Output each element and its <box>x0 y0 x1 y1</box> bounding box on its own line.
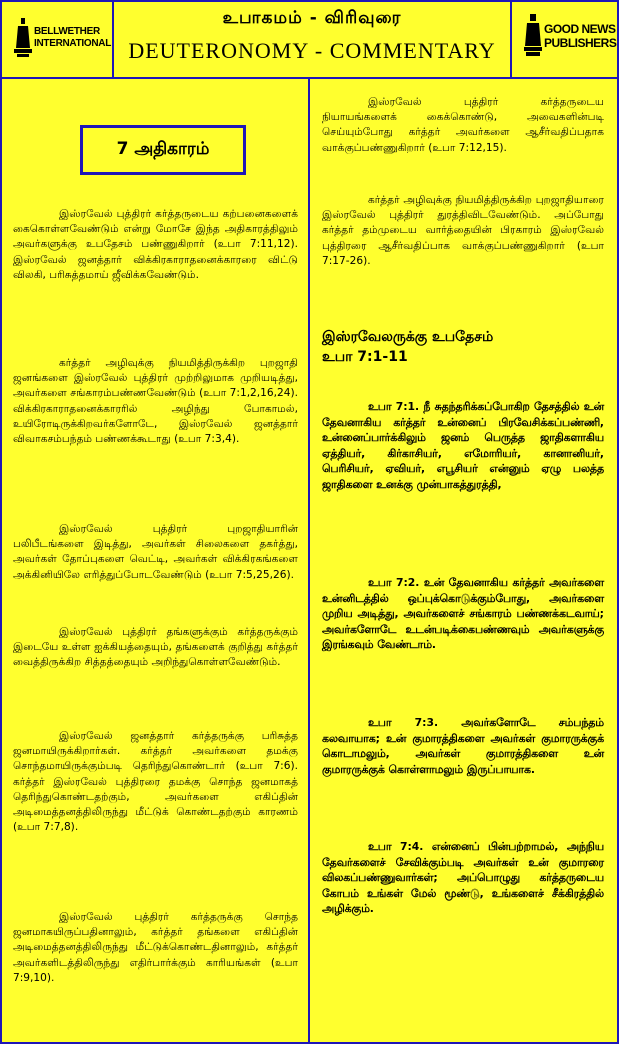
verse-7-3: உபா 7:3. அவர்களோடே சம்பந்தம் கலவாயாக; உன் குமாரத்திகளை அவர்கள் குமாரருக்குக் கொடாமலும், அவர்கள் குமாரத்திகளை உன் குமாரருக்குக் கொள்ளாமலும் இருப்பாயாக. <box>322 716 604 776</box>
english-title: DEUTERONOMY - COMMENTARY <box>128 38 496 63</box>
title-panel <box>114 2 510 77</box>
good-news-line1: GOOD NEWS <box>544 22 616 36</box>
good-news-logo-panel <box>512 2 617 77</box>
section-title-line1: இஸ்ரவேலருக்கு உபதேசம் <box>322 329 494 345</box>
left-paragraph-3: இஸ்ரவேல் புத்திரர் புறஜாதியாரின் பலிபீடங்களை இடித்து, அவர்கள் சிலைகளை தகர்த்து, அவர்கள் தோப்புகளை வெட்டி, அவர்கள் விக்கிரகங்களை அக்கினியிலே எரித்துப்போடவேண்டும் (உபா 7:5,25,26). <box>13 523 298 581</box>
good-news-publishers-logo-icon <box>524 14 542 58</box>
good-news-line2: PUBLISHERS <box>544 36 617 50</box>
bellwether-logo-panel <box>2 2 112 77</box>
right-paragraph-2: கர்த்தர் அழிவுக்கு நியமித்திருக்கிற புறஜாதியாரை இஸ்ரவேல் புத்திரர் துரத்திவிடவேண்டும். அப்போது கர்த்தர் தம்முடைய வார்த்தையின் பிரகாரம் இஸ்ரவேல் புத்திரரை ஆசீர்வதிப்பாக வாக்குப்பண்ணுகிறார் (உபா 7:17-26). <box>322 194 604 267</box>
left-paragraph-2: கர்த்தர் அழிவுக்கு நியமித்திருக்கிற புறஜாதி ஜனங்களை இஸ்ரவேல் புத்திரர் முற்றிலுமாக முறியடித்து, அவர்களை சங்காரம்பண்ணவேண்டும் (உபா 7:1,2,16,24). விக்கிரகாராதனைக்காரரில் அழிந்து போகாமல், உயிரோடிருக்கிறவர்களோடே, இஸ்ரவேல் ஜனத்தார் விவாகசம்பந்தம் பண்ணக்கூடாது (உபா 7:3,4). <box>13 357 298 446</box>
verse-7-1: உபா 7:1. நீ சுதந்தரிக்கப்போகிற தேசத்தில் உன் தேவனாகிய கர்த்தர் உன்னைப் பிரவேசிக்கப்பண்ணி, உன்னைப்பார்க்கிலும் ஜனம் பெருத்த ஜாதிகளாகிய ஏத்தியர், கிர்காசியர், எமோரியர், கானானியர், பெரிசியர், ஏவியர், எபூசியர் என்னும் ஏழு பலத்த ஜாதிகளை உனக்கு முன்பாகத்துரத்தி, <box>322 400 604 491</box>
section-title <box>322 327 602 367</box>
left-paragraph-4: இஸ்ரவேல் புத்திரர் தங்களுக்கும் கர்த்தருக்கும் இடையே உள்ள ஐக்கியத்தையும், தங்களைக் குறித்து கர்த்தர் வைத்திருக்கிற சித்தத்தையும் அறிந்துகொள்ளவேண்டும். <box>13 626 298 669</box>
left-paragraph-5: இஸ்ரவேல் ஜனத்தார் கர்த்தருக்கு பரிசுத்த ஜனமாயிருக்கிறார்கள். கர்த்தர் அவர்களை தமக்கு சொந்தமாயிருக்கும்படி தெரிந்துகொண்டார் (உபா 7:6). கர்த்தர் இஸ்ரவேல் புத்திரரை தமக்கு சொந்த ஜனமாகத் தெரிந்துகொண்டதற்கும், அவர்களை எகிப்தின் அடிமைத்தனத்திலிருந்து மீட்டுக் கொண்டதற்கும் காரணம் (உபா 7:7,8). <box>13 730 298 834</box>
right-paragraph-1: இஸ்ரவேல் புத்திரர் கர்த்தருடைய நியாயங்களைக் கைக்கொண்டு, அவைகளின்படி செய்யும்போது கர்த்தர் அவர்களை ஆசீர்வதிப்பதாக வாக்குப்பண்ணுகிறார் (உபா 7:12,15). <box>322 96 604 154</box>
verse-7-4: உபா 7:4. என்னைப் பின்பற்றாமல், அந்நிய தேவர்களைச் சேவிக்கும்படி அவர்கள் உன் குமாரரை விலகப்பண்ணுவார்கள்; அப்பொழுது கர்த்தருடைய கோபம் உங்கள் மேல் மூண்டு, உங்களைச் சீக்கிரத்தில் அழிக்கும். <box>322 840 604 916</box>
chapter-title: 7 அதிகாரம் <box>80 125 246 175</box>
tamil-title: உபாகமம் - விரிவுரை <box>222 8 402 28</box>
left-paragraph-6: இஸ்ரவேல் புத்திரர் கர்த்தருக்கு சொந்த ஜனமாகயிருப்பதினாலும், கர்த்தர் தங்களை எகிப்தின் அடிமைத்தனத்திலிருந்து மீட்டுக்கொண்டதினாலும், கர்த்தர் அவர்களிடத்திலிருந்து எதிர்பார்க்கும் காரியங்கள் (உபா 7:9,10). <box>13 911 298 984</box>
bellwether-line1: BELLWETHER <box>34 26 100 37</box>
good-news-logo <box>524 14 616 58</box>
left-paragraph-1: இஸ்ரவேல் புத்திரர் கர்த்தருடைய கற்பனைகளைக் கைகொள்ளவேண்டும் என்று மோசே இந்த அதிகாரத்திலும் அவர்களுக்கு உபதேசம் பண்ணுகிறார் (உபா 7:11,12). இஸ்ரவேல் ஜனத்தார் விக்கிரகாராதனைக்காரரை விட்டு விலகி, பரிசுத்தமாய் ஜீவிக்கவேண்டும். <box>13 208 298 281</box>
bellwether-logo-icon <box>14 18 32 58</box>
left-column <box>2 79 308 1042</box>
bellwether-logo <box>14 18 111 58</box>
section-title-line2: உபா 7:1-11 <box>322 349 408 365</box>
verse-7-2: உபா 7:2. உன் தேவனாகிய கர்த்தர் அவர்களை உன்னிடத்தில் ஒப்புக்கொடுக்கும்போது, அவர்களை முறிய அடித்து, அவர்களைச் சங்காரம் பண்ணக்கடவாய்; அவர்களோடே உடன்படிக்கைபண்ணவும் அவர்களுக்கு இரங்கவும் வேண்டாம். <box>322 576 604 652</box>
right-column <box>310 79 617 1042</box>
bellwether-line2: INTERNATIONAL <box>34 38 112 49</box>
